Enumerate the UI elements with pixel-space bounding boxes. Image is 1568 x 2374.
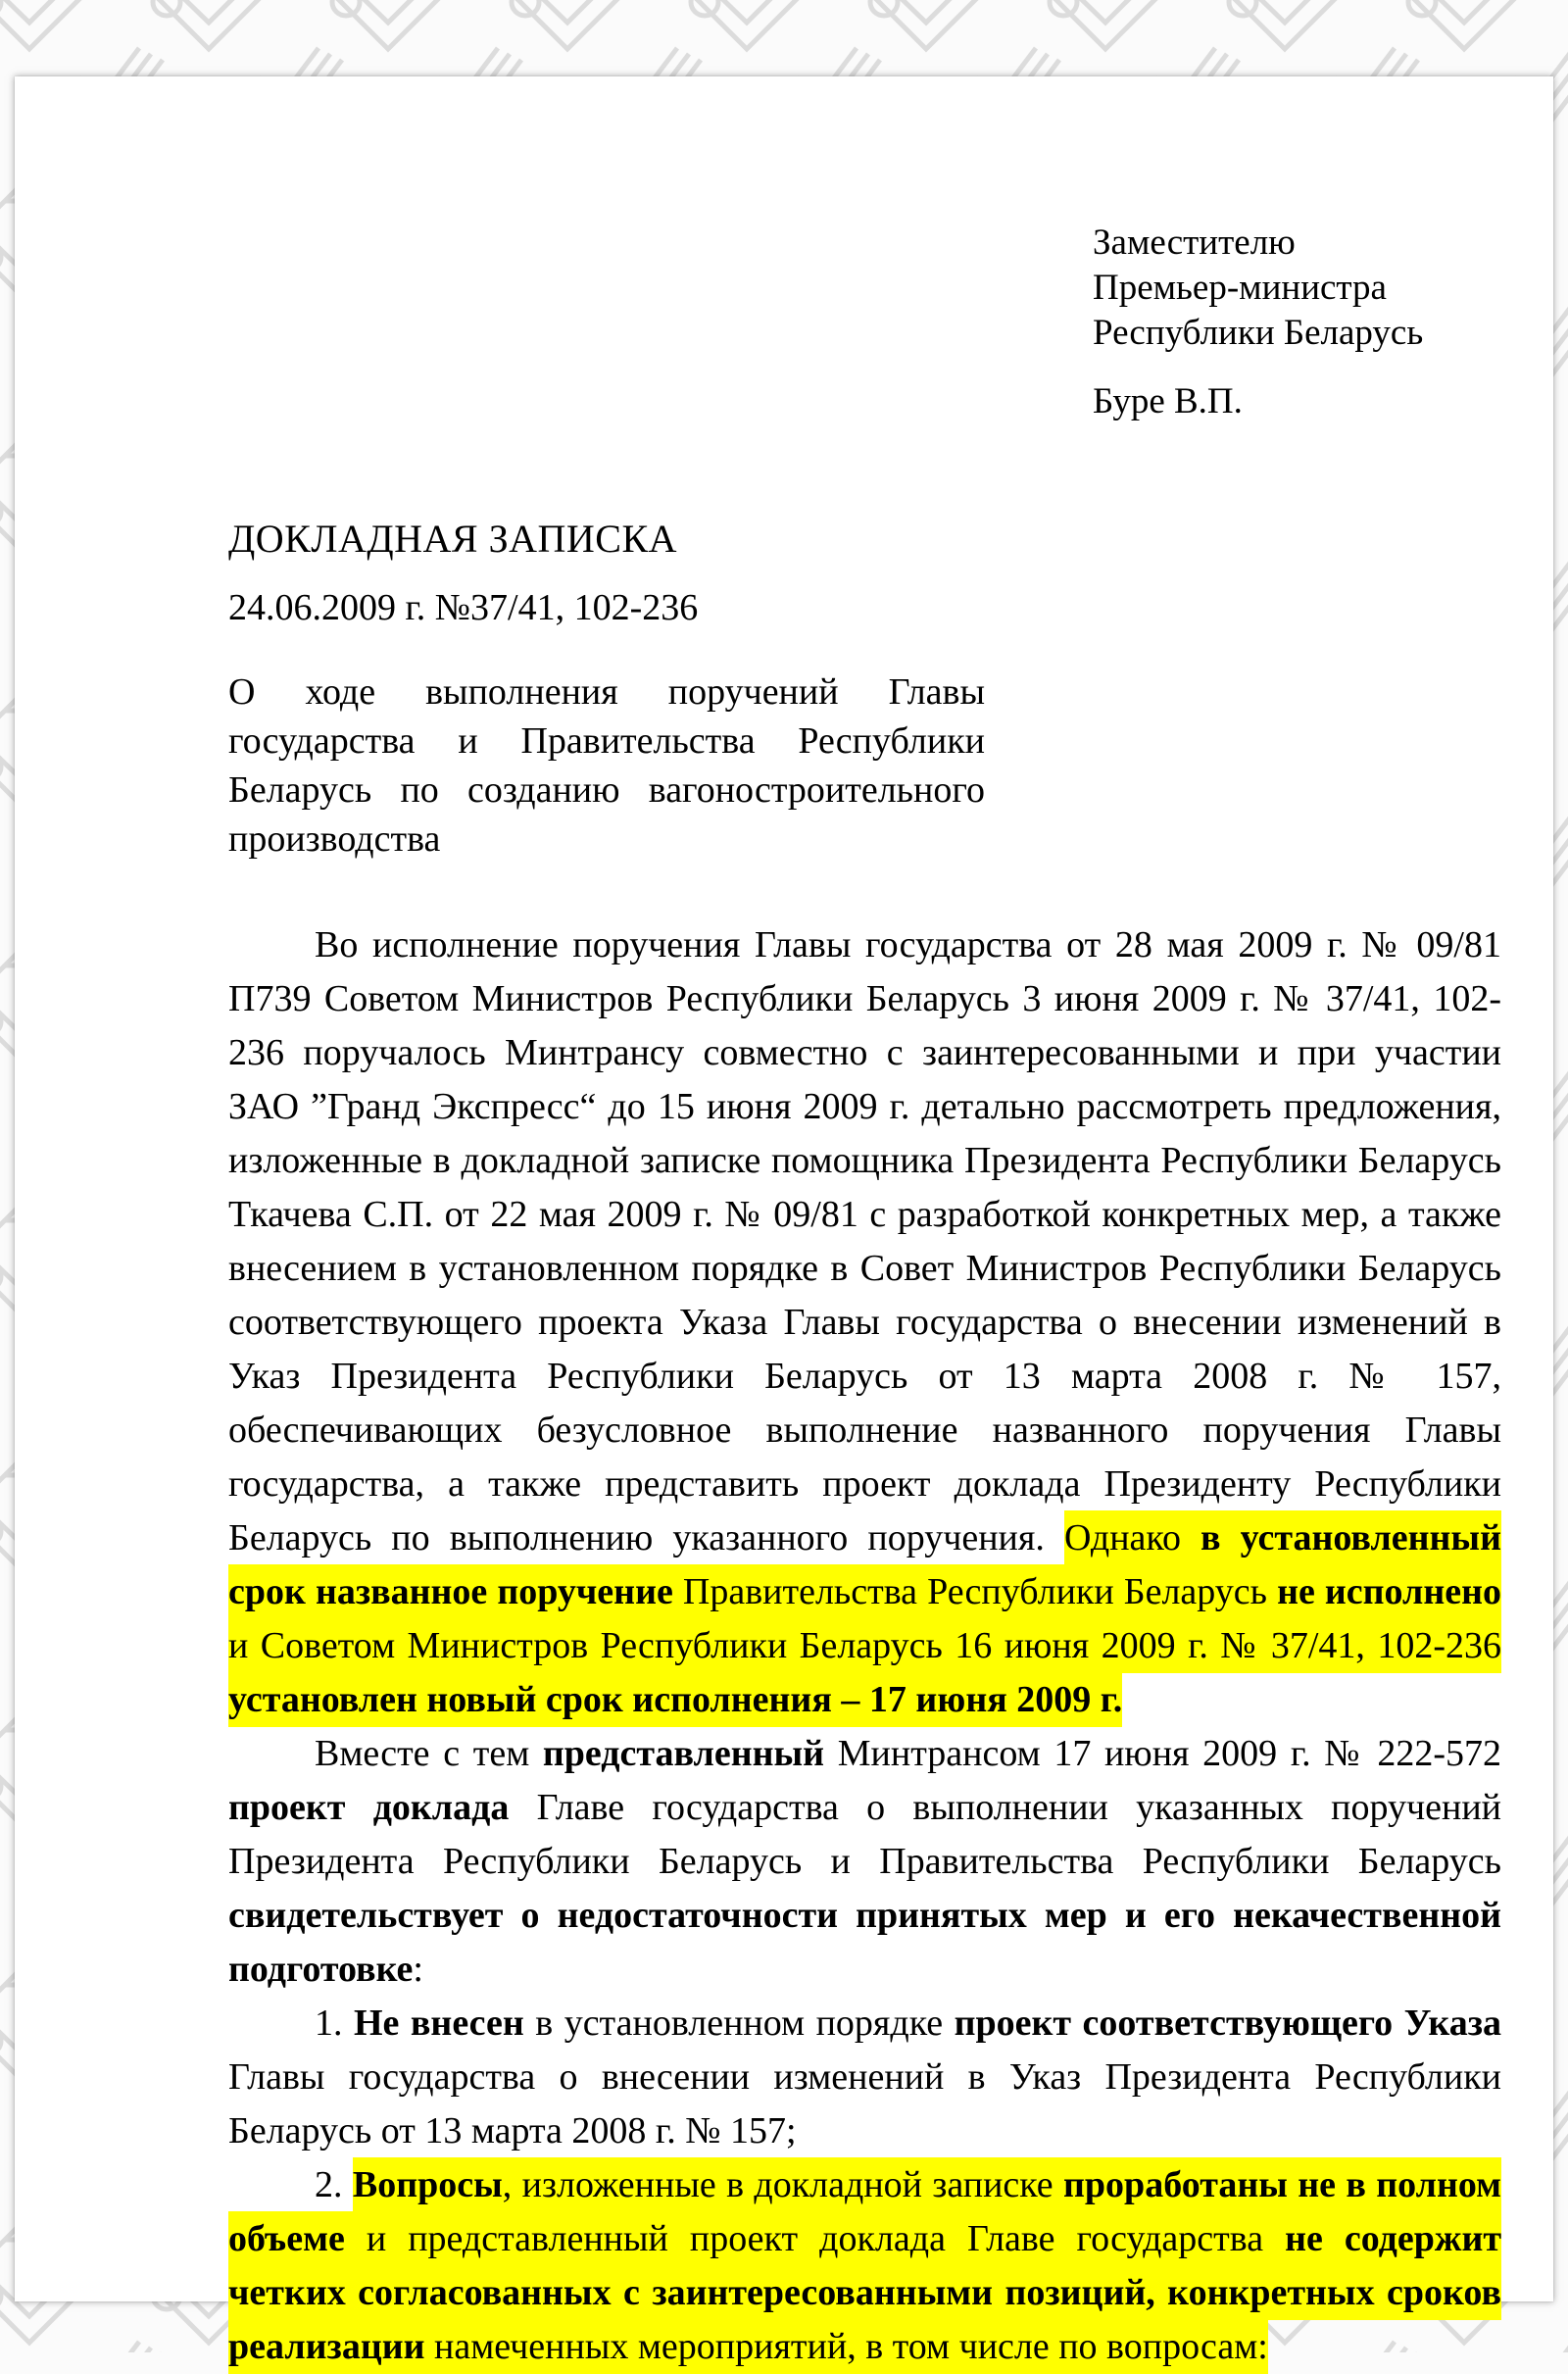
- highlighted-text: намеченных мероприятий, в том числе по вопросам:: [425, 2319, 1268, 2374]
- document-page: [15, 76, 1553, 2367]
- body-paragraph: 1. Не внесен в установленном порядке проект соответствующего Указа Главы государства о внесении изменений в Указ Президента Республики Беларусь от 13 марта 2008 г. № 157;: [228, 2003, 1502, 2151]
- highlighted-text: установлен новый срок исполнения – 17 июня 2009 г.: [228, 1672, 1122, 1727]
- addressee-line: Республики Беларусь: [1093, 313, 1424, 353]
- highlighted-text: не исполнено: [1277, 1564, 1501, 1619]
- addressee-block: [1093, 221, 1501, 424]
- doc-date-number: 24.06.2009 г. №37/41, 102-236: [228, 587, 699, 628]
- highlighted-text: , изложенные в докладной записке: [503, 2157, 1063, 2212]
- highlighted-text: не содержит четких согласованных с заинтересованными позиций, конкретных сроков реализации: [228, 2211, 1501, 2374]
- highlighted-text: и Советом Министров Республики Беларусь 16 июня 2009 г. № 37/41, 102-236: [228, 1618, 1501, 1673]
- addressee-gap: [1093, 356, 1501, 379]
- body-paragraph: Во исполнение поручения Главы государства от 28 мая 2009 г. № 09/81 П739 Советом Министров Республики Беларусь 3 июня 2009 г. № 37/41, 102-236 поручалось Минтрансу совместно с заинтересованными и при участии ЗАО ”Гранд Экспресс“ до 15 июня 2009 г. детально рассмотреть предложения, изложенные в докладной записке помощника Президента Республики Беларусь Ткачева С.П. от 22 мая 2009 г. № 09/81 с разработкой конкретных мер, а также внесением в установленном порядке в Совет Министров Республики Беларусь соответствующего проекта Указа Главы государства о внесении изменений в Указ Президента Республики Беларусь от 13 марта 2008 г. № 157, обеспечивающих безусловное выполнение названного поручения Главы государства, а также представить проект доклада Президенту Республики Беларусь по выполнению указанного поручения. Однако в установленный срок названное поручение Правительства Республики Беларусь не исполнено и Советом Министров Республики Беларусь 16 июня 2009 г. № 37/41, 102-236 установлен новый срок исполнения – 17 июня 2009 г.: [228, 918, 1501, 1727]
- highlighted-text: и представленный проект доклада Главе государства: [345, 2211, 1285, 2266]
- highlighted-text: Вопросы: [353, 2157, 503, 2212]
- highlighted-text: Однако: [1064, 1510, 1200, 1565]
- body-paragraph: Вместе с тем представленный Минтрансом 17 июня 2009 г. № 222-572 проект доклада Главе государства о выполнении указанных поручений Президента Республики Беларусь и Правительства Республики Беларусь свидетельствует о недостаточности принятых мер и его некачественной подготовке:: [228, 1733, 1501, 1990]
- recipient-name: Буре В.П.: [1093, 381, 1243, 421]
- addressee-line: Премьер-министра: [1093, 268, 1387, 308]
- body-text: [228, 918, 1501, 2374]
- doc-title: ДОКЛАДНАЯ ЗАПИСКА: [228, 517, 678, 561]
- addressee-line: Заместителю: [1093, 223, 1296, 263]
- highlighted-text: проработаны не в полном объеме: [228, 2157, 1501, 2266]
- document-content: [15, 76, 1553, 2374]
- highlighted-text: Правительства Республики Беларусь: [673, 1564, 1277, 1619]
- body-paragraph: 2. Вопросы, изложенные в докладной записке проработаны не в полном объеме и представленный проект доклада Главе государства не содержит четких согласованных с заинтересованными позиций, конкретных сроков реализации намеченных мероприятий, в том числе по вопросам:: [228, 2158, 1501, 2374]
- highlighted-text: в установленный срок названное поручение: [228, 1510, 1501, 1619]
- addressee-lines: [1093, 221, 1501, 356]
- subject-block: О ходе выполнения поручений Главы государства и Правительства Республики Беларусь по созданию вагоностроительного производства: [228, 671, 985, 860]
